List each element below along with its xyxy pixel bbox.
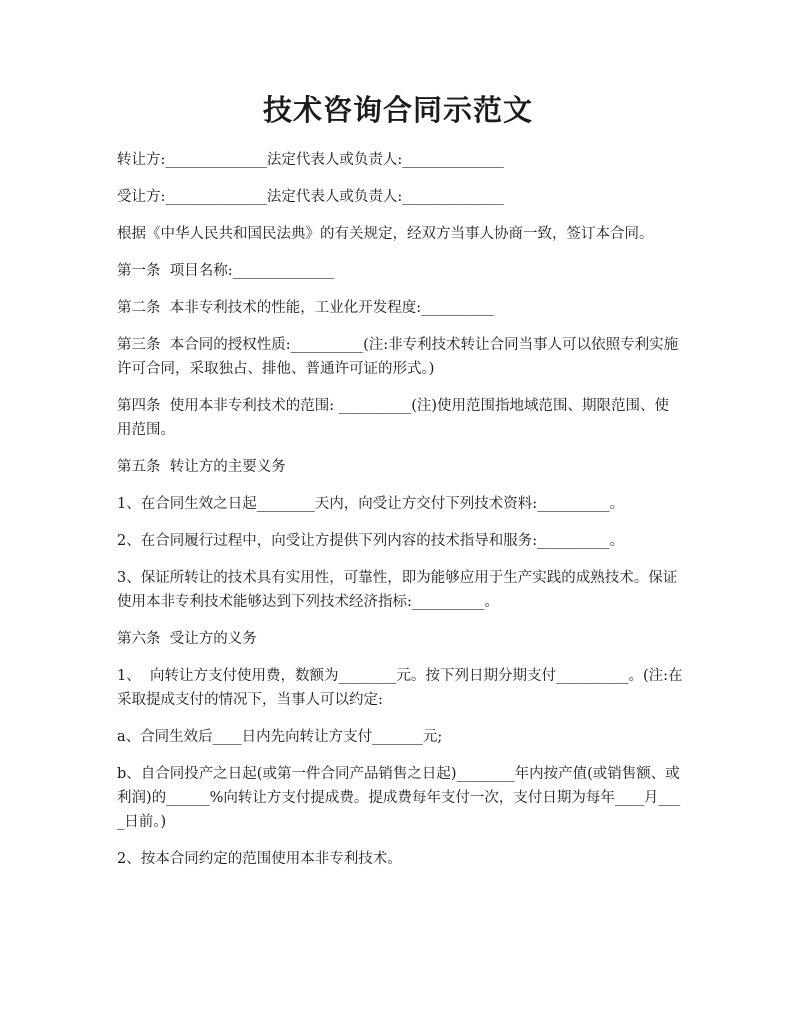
paragraph-transferee: 受让方:______________法定代表人或负责人:______________ [117,189,504,205]
paragraph-article-4: 第四条 使用本非专利技术的范围: __________(注)使用范围指地域范围、期限范围、使用范围。 [117,398,670,438]
paragraph-transferor: 转让方:______________法定代表人或负责人:______________ [117,152,504,168]
paragraph-article-5-heading: 第五条 转让方的主要义务 [117,459,286,475]
paragraph-preamble: 根据《中华人民共和国民法典》的有关规定，经双方当事人协商一致，签订本合同。 [117,226,654,242]
paragraph-article-1: 第一条 项目名称:______________ [117,263,335,279]
paragraph-article-6-item-1: 1、 向转让方支付使用费，数额为________元。按下列日期分期支付__________。(注:在采取提成支付的情况下，当事人可以约定: [117,668,683,708]
paragraph-article-6-option-b: b、自合同投产之日起(或第一件合同产品销售之日起)________年内按产值(或销售额、或利润)的______%向转让方支付提成费。提成费每年支付一次，支付日期为每年____月____日前。) [117,766,681,830]
document-body [117,148,683,884]
paragraph-article-5-item-1: 1、在合同生效之日起________天内，向受让方交付下列技术资料:__________。 [117,496,625,512]
paragraph-article-2: 第二条 本非专利技术的性能，工业化开发程度:__________ [117,300,494,316]
paragraph-article-6-heading: 第六条 受让方的义务 [117,631,257,647]
paragraph-article-5-item-2: 2、在合同履行过程中，向受让方提供下列内容的技术指导和服务:__________。 [117,533,625,549]
paragraph-article-6-item-2: 2、按本合同约定的范围使用本非专利技术。 [117,851,402,867]
document-title: 技术咨询合同示范文 [262,93,533,127]
paragraph-article-5-item-3: 3、保证所转让的技术具有实用性，可靠性，即为能够应用于生产实践的成熟技术。保证使用本非专利技术能够达到下列技术经济指标:__________。 [117,570,678,610]
paragraph-article-3: 第三条 本合同的授权性质:__________(注:非专利技术转让合同当事人可以依照专利实施许可合同，采取独占、排他、普通许可证的形式。) [117,337,679,377]
paragraph-article-6-option-a: a、合同生效后____日内先向转让方支付_______元; [117,729,443,745]
